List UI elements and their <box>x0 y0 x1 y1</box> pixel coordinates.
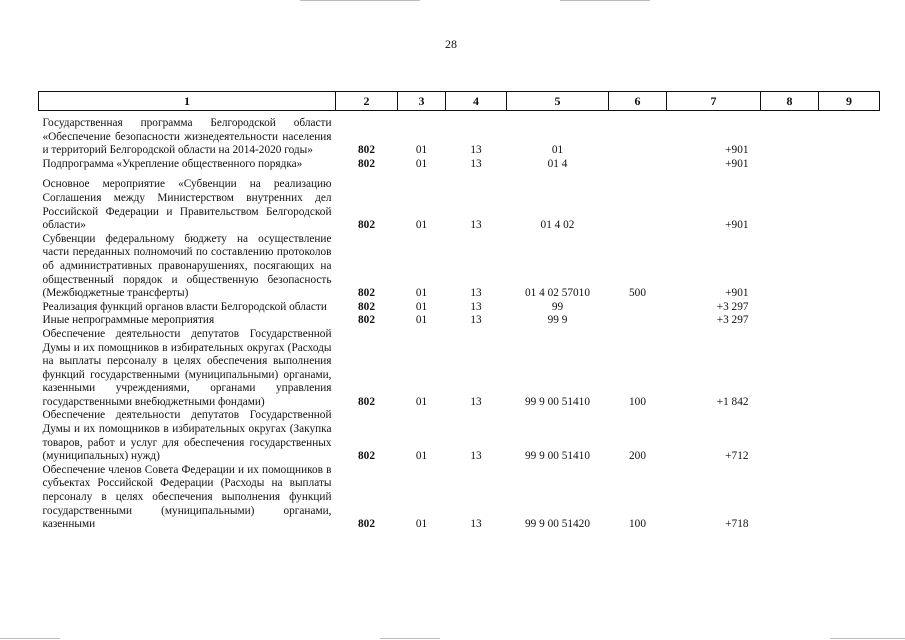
row-ved: 802 <box>358 395 375 408</box>
row-rz: 01 <box>415 287 428 300</box>
column-header: 2 <box>336 92 398 111</box>
row-pr: 13 <box>470 300 482 313</box>
row-vr <box>609 314 667 328</box>
bottom-edge-rule <box>380 638 440 639</box>
column-header: 4 <box>446 92 507 111</box>
row-ved: 802 <box>358 300 375 313</box>
row-amount: +712 <box>725 450 749 463</box>
row-ved: 802 <box>358 287 375 300</box>
row-name: Государственная программа Белгородской области «Обеспечение безопасности жизнедеятельности населения и территорий Белгородской области на 2014-2020 годы» <box>42 117 332 157</box>
row-ved: 802 <box>358 450 375 463</box>
top-edge-rule <box>560 0 650 1</box>
row-col9 <box>819 301 880 315</box>
row-col9 <box>819 314 880 328</box>
row-rz: 01 <box>415 219 428 232</box>
row-col8 <box>761 158 819 172</box>
bottom-edge-rule <box>0 638 60 639</box>
row-col8 <box>761 328 819 410</box>
row-name: Обеспечение деятельности депутатов Государственной Думы и их помощников в избирательных округах (Расходы на выплаты персоналу в целях обеспечения выполнения функций государственными (муниципальными) органами, казенными учреждениями, органами управления государственными внебюджетными фондами) <box>42 327 332 408</box>
column-header: 8 <box>761 92 819 111</box>
row-pr: 13 <box>470 144 482 157</box>
row-csr: 01 4 <box>547 157 568 170</box>
row-csr: 01 4 02 <box>540 219 575 232</box>
row-vr <box>609 158 667 172</box>
column-header: 6 <box>609 92 667 111</box>
top-edge-rule <box>300 0 420 1</box>
row-name: Обеспечение членов Совета Федерации и их помощников в субъектах Российской Федерации (Расходы на выплаты персоналу в целях обеспечения выполнения функций государственными (муниципальными) органами, казенными <box>42 463 332 531</box>
column-header: 5 <box>507 92 609 111</box>
row-rz: 01 <box>415 157 428 170</box>
row-csr: 01 4 02 57010 <box>525 287 590 300</box>
row-col8 <box>761 301 819 315</box>
row-pr: 13 <box>470 450 482 463</box>
table-row <box>39 314 880 328</box>
row-amount: +3 297 <box>716 314 749 327</box>
row-name: Подпрограмма «Укрепление общественного порядка» <box>42 157 303 170</box>
row-vr: 100 <box>629 395 646 408</box>
table-row <box>39 328 880 410</box>
row-vr: 200 <box>629 450 646 463</box>
row-csr: 99 9 00 51410 <box>525 450 590 463</box>
table-row <box>39 158 880 172</box>
row-col8 <box>761 233 819 301</box>
row-amount: +901 <box>725 219 749 232</box>
row-col8 <box>761 464 819 532</box>
row-name: Основное мероприятие «Субвенции на реализацию Соглашения между Министерством внутренних дел Российской Федерации и Правительством Белгородской области» <box>42 178 332 232</box>
row-col9 <box>819 158 880 172</box>
bottom-edge-rule <box>830 638 905 639</box>
table-row <box>39 111 880 158</box>
row-name: Реализация функций органов власти Белгородской области <box>42 300 327 313</box>
row-name: Иные непрограммные мероприятия <box>42 314 215 327</box>
row-rz: 01 <box>415 450 428 463</box>
row-csr: 99 9 <box>547 314 568 327</box>
row-col8 <box>761 409 819 463</box>
row-pr: 13 <box>470 314 482 327</box>
row-ved: 802 <box>358 518 375 531</box>
row-name: Субвенции федеральному бюджету на осуществление части переданных полномочий по составлению протоколов об административных правонарушениях, посягающих на общественный порядок и общественную безопасность (Межбюджетные трансферты) <box>42 232 332 300</box>
row-csr: 99 9 00 51410 <box>525 395 590 408</box>
row-csr: 99 <box>551 300 564 313</box>
row-amount: +1 842 <box>716 395 749 408</box>
row-pr: 13 <box>470 518 482 531</box>
row-rz: 01 <box>415 518 428 531</box>
row-amount: +718 <box>725 518 749 531</box>
row-col8 <box>761 314 819 328</box>
budget-table <box>38 91 880 532</box>
row-vr: 100 <box>629 518 646 531</box>
row-csr: 01 <box>551 144 564 157</box>
row-rz: 01 <box>415 300 428 313</box>
row-pr: 13 <box>470 219 482 232</box>
column-header: 3 <box>398 92 446 111</box>
row-col8 <box>761 111 819 158</box>
row-pr: 13 <box>470 157 482 170</box>
row-ved: 802 <box>358 219 375 232</box>
row-col9 <box>819 171 880 232</box>
row-rz: 01 <box>415 395 428 408</box>
table-row <box>39 171 880 232</box>
row-col9 <box>819 409 880 463</box>
table-row <box>39 464 880 532</box>
row-col9 <box>819 111 880 158</box>
row-ved: 802 <box>358 144 375 157</box>
row-col9 <box>819 328 880 410</box>
column-header: 1 <box>39 92 336 111</box>
row-ved: 802 <box>358 314 375 327</box>
row-name: Обеспечение деятельности депутатов Государственной Думы и их помощников в избирательных округах (Закупка товаров, работ и услуг для обеспечения государственных (муниципальных) нужд) <box>42 409 332 463</box>
row-vr <box>609 111 667 158</box>
row-vr: 500 <box>629 287 646 300</box>
row-amount: +901 <box>725 157 749 170</box>
page-number: 28 <box>445 37 457 51</box>
row-col8 <box>761 171 819 232</box>
table-header-row <box>39 92 880 111</box>
row-pr: 13 <box>470 287 482 300</box>
row-rz: 01 <box>415 314 428 327</box>
row-rz: 01 <box>415 144 428 157</box>
row-amount: +901 <box>725 144 749 157</box>
row-col9 <box>819 464 880 532</box>
column-header: 9 <box>819 92 880 111</box>
row-vr <box>609 171 667 232</box>
row-col9 <box>819 233 880 301</box>
row-amount: +901 <box>725 287 749 300</box>
table-row <box>39 233 880 301</box>
table-row <box>39 301 880 315</box>
row-csr: 99 9 00 51420 <box>525 518 590 531</box>
table-row <box>39 409 880 463</box>
row-amount: +3 297 <box>716 300 749 313</box>
column-header: 7 <box>667 92 761 111</box>
row-pr: 13 <box>470 395 482 408</box>
row-ved: 802 <box>358 157 375 170</box>
row-vr <box>609 301 667 315</box>
